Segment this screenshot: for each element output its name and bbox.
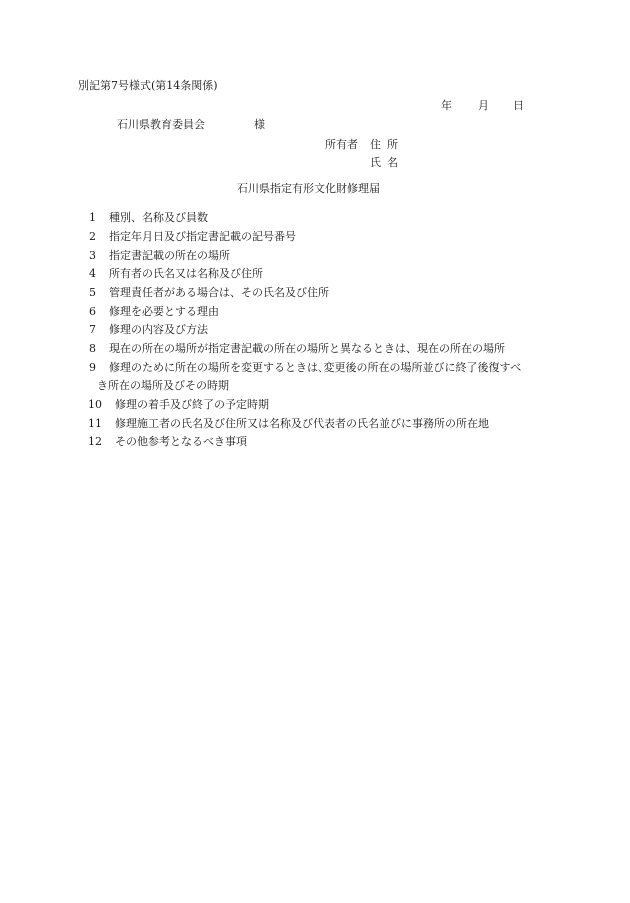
item-text: 所有者の氏名又は名称及び住所 — [109, 267, 263, 280]
item-number: 11 — [88, 417, 102, 430]
item-text: 修理施工者の氏名及び住所又は名称及び代表者の氏名並びに事務所の所在地 — [115, 417, 489, 430]
item-number: 4 — [89, 267, 96, 280]
owner-label: 所有者 — [325, 138, 358, 151]
item-number: 5 — [89, 286, 96, 299]
item-text: 修理のために所在の場所を変更するときは､変更後の所在の場所並びに終了後復すべ — [109, 361, 522, 374]
date-month-label: 月 — [478, 99, 489, 112]
item-text: その他参考となるべき事項 — [115, 435, 247, 448]
item-text: 管理責任者がある場合は、その氏名及び住所 — [109, 286, 329, 299]
item-number: 10 — [88, 398, 102, 411]
item-number: 3 — [89, 249, 96, 262]
form-number: 別記第7号様式(第14条関係) — [78, 79, 218, 92]
date-day-label: 日 — [513, 99, 524, 112]
item-text: 指定年月日及び指定書記載の記号番号 — [109, 230, 296, 243]
item-text: 指定書記載の所在の場所 — [109, 249, 230, 262]
item-number: 9 — [89, 361, 96, 374]
item-text: 修理を必要とする理由 — [109, 305, 219, 318]
item-text: 現在の所在の場所が指定書記載の所在の場所と異なるときは、現在の所在の場所 — [109, 342, 505, 355]
owner-address-label: 住所 — [370, 138, 404, 151]
item-text: 修理の内容及び方法 — [109, 323, 208, 336]
date-year-label: 年 — [441, 99, 452, 112]
document-title: 石川県指定有形文化財修理届 — [237, 182, 380, 195]
item-text-continuation: き所在の場所及びその時期 — [97, 379, 229, 392]
item-number: 1 — [89, 211, 96, 224]
item-number: 7 — [89, 323, 96, 336]
addressee-honorific: 様 — [254, 118, 265, 131]
item-number: 12 — [88, 435, 102, 448]
item-number: 2 — [89, 230, 96, 243]
owner-name-label: 氏名 — [370, 156, 404, 169]
addressee-name: 石川県教育委員会 — [117, 118, 205, 131]
item-number: 6 — [89, 305, 96, 318]
item-text: 種別、名称及び員数 — [109, 211, 208, 224]
item-text: 修理の着手及び終了の予定時期 — [115, 398, 269, 411]
item-number: 8 — [89, 342, 96, 355]
